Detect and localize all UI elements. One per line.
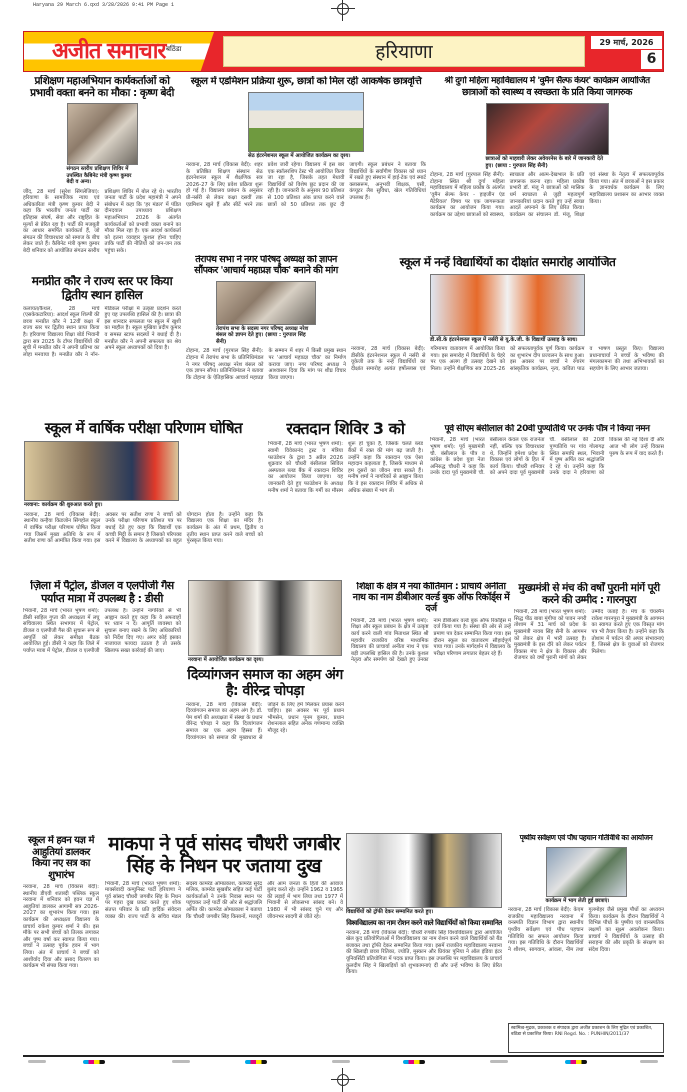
color-registration-mark xyxy=(565,1060,587,1064)
article-body xyxy=(430,437,664,575)
imprint-box: स्वामित्व-मुद्रक, प्रकाशक व संपादक द्वारा अजीत प्रकाशन के लिए मुद्रित एवं प्रकाशित, बठिंडा से प्रकाशित किया। RNI Regd. No. : PUNHIN/2011/37 xyxy=(508,1023,664,1053)
photo-caption: विद्यार्थियों को ट्रॉफी देकर सम्मानित करते हुए। xyxy=(346,909,434,915)
article-body xyxy=(186,91,426,249)
color-registration-mark xyxy=(245,1060,267,1064)
article-figure xyxy=(248,92,364,160)
article-figure xyxy=(188,580,342,664)
article-body xyxy=(346,930,502,1053)
gray-bar xyxy=(490,1060,508,1063)
article-body xyxy=(430,102,664,249)
article-figure xyxy=(216,281,316,346)
article-body xyxy=(268,441,423,575)
headline: स्कूल में एडमिशन प्रक्रिया शुरू, छात्रों को मिल रही आकर्षक छात्रवृत्ति xyxy=(190,76,422,87)
masthead xyxy=(23,31,664,72)
article xyxy=(346,832,502,1053)
article-text: नरवाना, 28 मार्च (विकास बेदी): शहर के प्रतिष्ठित शिक्षण संस्थान सेठ इंटरनेशनल स्कूल में शैक्षणिक सत्र 2026-27 के लिए प्रवेश प्रक्रिया शुरू हो गई है। विद्यालय प्रबंधन के अनुसार प्री-नर्सरी से लेकर कक्षा दसवीं तक एडमिशन खुले हैं और सीटें भरने तक प्रवेश जारी रहेगा। विद्यालय में इस बार एक स्कॉलरशिप टेस्ट भी आयोजित किया जा रहा है, जिसके तहत मेधावी विद्यार्थियों को विशेष छूट प्रदान की जा रही है। जानकारी के अनुसार 90 प्रतिशत से 100 प्रतिशत अंक प्राप्त करने वाले छात्रों को 50 प्रतिशत तक छूट दी जाएगी। स्कूल प्रबंधन ने बताया कि विद्यार्थियों के सर्वांगीण विकास को ध्यान में रखते हुए संस्थान में हाई-टेक एवं स्मार्ट क्लासरूम, अनुभवी शिक्षक, एसी, कंप्यूटर लैब सुविधा, खेल गतिविधियां उपलब्ध हैं। xyxy=(186,162,426,208)
gray-bar xyxy=(332,1060,350,1063)
photo-caption: संगठन स्तरीय प्रशिक्षण शिविर में उपस्थित कैबिनेट मंत्री कृष्ण कुमार बेदी व अन्य। xyxy=(66,166,132,186)
article-photo xyxy=(346,833,502,908)
headline: श्री दुर्गा महिला महाविद्यालय में 'वुमैन सैल्फ केयर' कार्यक्रम आयोजित xyxy=(444,76,650,86)
article-figure xyxy=(486,103,609,169)
newspaper-logo: अजीत समाचार xyxy=(52,39,166,64)
headline: रक्तदान शिविर 3 को xyxy=(286,420,405,438)
article-text: भिवानी, 28 मार्च (भारत भूषण शर्मा): पूर्व मुख्यमंत्री चौ. बंसीलाल के पौत्र व कांग्रेस के प्रदेश युवा नेता अनिरुद्ध चौधरी ने कहा कि उनके दादा पूर्व मुख्यमंत्री चौ. बंसीलाल केवल एक राजनेता नहीं, बल्कि एक विचारधारा थे, जिन्होंने हमेशा प्रदेश के विकास एवं लोगों के हित में कार्य किया। चौधरी शनिवार को अपने दादा पूर्व मुख्यमंत्री चौ. बंसीलाल की 20वीं पुण्यतिथि पर गांव गोलागढ़ स्थित समाधि स्थल, भिवानी में पुष्प अर्पित कर श्रद्धांजलि दे रहे थे। उन्होंने कहा कि उनके दादा ने हरियाणा को विकास की नई दिशा दी और आज भी लोग उन्हें विकास पुरुष के रूप में याद करते हैं। xyxy=(430,437,664,477)
article xyxy=(508,834,664,1020)
article xyxy=(268,420,423,575)
headline: पूर्व सीएम बंसीलाल की 20वीं पुण्यतिथि पर उनके पौत्र ने किया नमन xyxy=(444,424,650,434)
article xyxy=(105,834,343,1053)
color-registration-mark xyxy=(83,1060,105,1064)
article-figure xyxy=(546,847,627,905)
article xyxy=(514,582,664,822)
article xyxy=(23,275,181,413)
headline: पृथ्वीय सर्वेक्षण एवं पौध पहचान गतिविधि का आयोजन xyxy=(519,834,653,842)
article-text: भिवानी, 28 मार्च (भारत भूषण शर्मा): शिक्षा और स्कूल प्रबंधन के क्षेत्र में उत्कृष्ट कार्य करने वाली गांव मिताथल स्थित श्री महावीर राजकीय वरिष्ठ माध्यमिक विद्यालय की प्राचार्या अनीता नाथ ने एक बड़ी उपलब्धि हासिल की है। उनके कुशल नेतृत्व और समर्पण को देखते हुए उनका नाम डीबीआर वर्ल्ड बुक ऑफ रिकॉर्ड्स में दर्ज किया गया है। संस्था की ओर से उन्हें प्रमाण पत्र देकर सम्मानित किया गया। इस दौरान स्कूल का वातावरण सौहार्दपूर्ण पाया गया। उनके मार्गदर्शन में विद्यालय के परीक्षा परिणाम लगातार बेहतर रहे हैं। xyxy=(351,617,511,664)
color-registration-mark xyxy=(403,1060,425,1064)
article-text: टोहाना, 28 मार्च (गुरपाल सिंह सैनी): टोहाना में तेरापंथ सभा के प्रतिनिधिमंडल ने नगर परिषद् अध्यक्ष नरेश बंसल को एक ज्ञापन सौंपा। प्रतिनिधिमंडल ने बताया कि टोहाना के ऐतिहासिक आचार्य महाप्रज्ञ के सम्मान में शहर में किसी प्रमुख स्थान पर 'आचार्य महाप्रज्ञ चौक' का निर्माण कराया जाए। नगर परिषद अध्यक्ष ने आश्वासन दिया कि मांग पर शीघ्र विचार किया जाएगा। xyxy=(186,348,346,381)
article-photo xyxy=(486,103,609,155)
article-body xyxy=(351,273,664,413)
headline: दिव्यांगजन समाज का अहम अंग है: वीरेन्द्र चोपड़ा xyxy=(187,666,343,699)
photo-caption: कार्यक्रम में भाग लेती हुई छात्राएं। xyxy=(545,897,610,904)
headline: माकपा ने पूर्व सांसद चौधरी जगबीर सिंह के निधन पर जताया दुख xyxy=(108,834,340,877)
gray-bar xyxy=(172,1060,190,1063)
article-body xyxy=(105,881,343,1053)
headline: तेरापंथ सभा ने नगर परिषद् अध्यक्ष को ज्ञापन सौंपकर 'आचार्य महाप्रज्ञ चौक' बनाने की मांग xyxy=(194,255,338,276)
edition-city: बठिंडा xyxy=(166,45,182,53)
article-text: भिवानी, 28 मार्च (भारत भूषण शर्मा): स्वामी विवेकानंद ट्रस्ट व मंत्रिया फाउंडेशन के द्वारा 3 अप्रैल 2026 शुक्रवार को चौधरी बंसीलाल सिविल अस्पताल ब्लड बैंक में रक्तदान शिविर का आयोजन किया जाएगा। यह जानकारी देते हुए फाउंडेशन के अध्यक्ष मनीष शर्मा ने बताया कि गर्मी का मौसम शुरू हो चुका है, जिसके चलते ब्लड बैंकों में रक्त की मांग बढ़ जाती है। उन्होंने कहा कि रक्तदान एक ऐसा महादान कहलाता है, जिसके माध्यम से हम दूसरों का जीवन बचा सकते हैं। मनीष शर्मा ने नागरिकों से आह्वान किया कि वे इस रक्तदान शिविर में अधिक से अधिक संख्या में भाग लें। xyxy=(268,441,423,494)
article-text: भिवानी, 28 मार्च (भारत भूषण शर्मा): मार्क्सवादी कम्युनिस्ट पार्टी हरियाणा ने पूर्व सांसद चौधरी जगबीर सिंह के निधन पर गहरा दुख प्रकट करते हुए शोक संतप्त परिवार के प्रति हार्दिक संवेदना व्यक्त की। राज्य पार्टी के सचिव मंडल सदस्य कामरेड ओमप्रकाश, कामरेड सुरेंद्र मलिक, कामरेड सुखबीर सहित कई पार्टी कार्यकर्ताओं ने उनके निवास स्थान पर पहुंचकर उन्हें पार्टी की ओर से श्रद्धांजलि अर्पित की। कामरेड ओमप्रकाश ने बताया कि चौधरी जगबीर सिंह किसानों, मजदूरों और आम जनता के हितों की आवाज बुलंद करते रहे। उन्होंने 1962 व 1965 की लड़ाई में भाग लिया तथा 1977 में भिवानी से लोकसभा सांसद बने। वे 1980 में भी सांसद चुने गए और जीवनभर सादगी से जीते रहे। xyxy=(105,880,343,920)
article xyxy=(24,420,263,575)
article-body xyxy=(508,846,664,1020)
photo-caption: डी.सी.के इंटरनेशनल स्कूल में नर्सरी से यू.के.जी. के विद्यार्थी उत्साह के साथ। xyxy=(430,336,578,343)
article-photo xyxy=(248,92,364,152)
bottom-rule xyxy=(23,1055,664,1057)
article-figure xyxy=(67,103,138,186)
article-text: जींद, 28 मार्च (सुरेश सिंगलेजिया): हरियाणा के सामाजिक न्याय एवं अधिकारिता मंत्री कृष्ण कुमार बेदी ने कहा कि भारतीय जनता पार्टी का इतिहास संघर्ष, सेवा और राष्ट्रहित के मूल्यों से प्रेरित रहा है। पार्टी की मजबूती का आधार समर्पित कार्यकर्ता हैं, जो संगठन की विचारधारा को समाज के बीच लेकर जाते हैं। कैबिनेट मंत्री कृष्ण कुमार बेदी शनिवार को आयोजित संगठन स्तरीय प्रशिक्षण शिविर में बोल रहे थे। भारतीय जनता पार्टी के प्रदेश महामंत्री ने अपने संबोधन में कहा कि 'हर मंडल' में पंडित दीनदयाल उपाध्याय प्रशिक्षण महाअभियान 2026 के अंतर्गत कार्यकर्ताओं को प्रभावी वक्ता बनाने का मौका मिल रहा है। एक आदर्श कार्यकर्ता को इतना व्यवहार कुशल होना चाहिए ताकि पार्टी की नीतियों को जन-जन तक पहुंचा सके। xyxy=(23,188,181,254)
article-figure xyxy=(346,833,502,916)
article xyxy=(186,76,426,248)
print-slug: Haryana 29 March 6.qxd 3/28/2026 9:41 PM Page 1 xyxy=(33,2,175,8)
article-body xyxy=(514,609,664,822)
issue-date: 29 मार्च, 2026 xyxy=(591,36,662,49)
article-photo xyxy=(216,281,316,325)
headline: स्कूल में वार्षिक परीक्षा परिणाम घोषित xyxy=(44,420,243,437)
photo-caption: सेठ इंटरनेशनल स्कूल में आयोजित कार्यक्रम का दृश्य। xyxy=(248,152,351,159)
article-figure xyxy=(430,274,585,344)
article-text: भिवानी, 28 मार्च (भारत भूषण शर्मा): सिद्ध पीठ बाबा मुंगीपा को पावन नगरी तोशाम में 31 मार्च को प्रदेश के मुख्यमंत्री नायब सिंह सैनी के आगमन को लेकर क्षेत्र में भारी उत्साह है। मुख्यमंत्री के इस दौरे को लेकर पर्यटन विकास मंच ने क्षेत्र के विकास और रोजगार को वर्षों पुरानी मांगों को लेकर उम्मीद जताई है। मंच के चेयरमैन राकेश गारनपुरा ने मुख्यमंत्री के आगमन का स्वागत करते हुए एक विस्तृत मांग पत्र भी तैयार किया है। उन्होंने कहा कि तोशाम में पर्यटन की अपार संभावनाएं हैं, जिससे क्षेत्र के युवाओं को रोजगार मिलेगा। xyxy=(514,609,664,662)
headline: ज़िला में पैट्रोल, डीजल व एलपीजी गैस पर्याप्त मात्रा में उपलब्ध है : डीसी xyxy=(30,580,174,605)
article-body xyxy=(186,702,344,822)
gray-bar xyxy=(28,1060,46,1063)
article-photo xyxy=(546,847,627,897)
headline: स्कूल में नन्हें विद्यार्थियों का दीक्षांत समारोह आयोजित xyxy=(399,256,616,269)
headline: मनप्रीत कौर ने राज्य स्तर पर किया द्वितीय स्थान हासिल xyxy=(31,275,173,302)
page-number: 6 xyxy=(641,50,662,69)
article xyxy=(23,580,181,822)
article-photo xyxy=(24,441,179,501)
registration-crosshair-icon xyxy=(331,1068,355,1092)
article xyxy=(430,76,664,249)
photo-caption: नरवाना में आयोजित कार्यक्रम का दृश्य। xyxy=(188,657,264,663)
section-title: हरियाणा xyxy=(223,36,585,67)
article-body xyxy=(23,884,99,1053)
article-body xyxy=(186,280,346,413)
article-body xyxy=(351,618,511,822)
article-text: नरवाना, 28 मार्च (विकास बेदी): चौधरी रणबीर सिंह विश्वविद्यालय द्वारा आयोजित खेल कूद प्रतियोगिताओं में विश्वविद्यालय का नाम रोशन करने वाले विद्यार्थियों को बैंड बजाकर तथा ट्रॉफी देकर सम्मानित किया गया। इसमें राजकीय महाविद्यालय नरवाना की खिलाड़ी छात्रा रितिका, ज्योति, मुस्कान और प्रियंका पूनिया ने ऑल इंडिया इंटर यूनिवर्सिटी प्रतियोगिता में पदक प्राप्त किया। इस उपलब्धि पर महाविद्यालय के प्राचार्य कुलदीप सिंह ने खिलाड़ियों को शुभकामनाएं दीं और उन्हें भविष्य के लिए प्रेरित किया। xyxy=(346,929,502,976)
article-photo xyxy=(188,580,342,656)
article-body xyxy=(23,102,181,273)
article-photo xyxy=(430,274,585,336)
article-text: कलायत/कैथल, 28 मार्च (एसकेकटारिया): आदर्श स्कूल शिल्पी की छात्रा मनप्रीत कौर ने 12वीं कक्षा में राज्य स्तर पर द्वितीय स्थान प्राप्त किया है। हरियाणा विद्यालय शिक्षा बोर्ड भिवानी द्वारा सत्र 2025 के टॉपर विद्यार्थियों की सूची में मनप्रीत कौर ने अपनी प्रतिभा का लोहा मनवाया है। मनप्रीत कौर ने नॉन-मेडिकल परीक्षा में उत्कृष्ट प्रदर्शन करते हुए यह उपलब्धि हासिल की है। छात्रा की इस शानदार सफलता पर स्कूल में खुशी का माहौल है। स्कूल मुखिया प्रदीप कुमार व समस्त स्टाफ सदस्यों ने बधाई दी है। मनप्रीत कौर ने अपनी सफलता का श्रेय अपने स्कूल अध्यापकों को दिया है। xyxy=(23,305,181,358)
subheadline: छात्राओं को स्वास्थ्य व स्वच्छता के प्रति किया जागरुक xyxy=(462,87,632,99)
article xyxy=(23,75,181,273)
article-figure xyxy=(24,441,179,509)
headline: मुख्यमंत्री से मंच की वर्षों पुरानी मांगें पूरी करने की उम्मीद : गारनपुरा xyxy=(518,582,660,607)
article xyxy=(351,582,511,822)
headline: शिक्षा के क्षेत्र में नया कीर्तिमान : प्राचार्य अनीता नाथ का नाम डीबीआर वर्ल्ड बुक ऑफ रिकॉर्ड्स में दर्ज xyxy=(352,582,510,614)
gray-bar xyxy=(640,1060,658,1063)
article-body xyxy=(24,440,263,575)
headline: स्कूल में हवन यज्ञ में आहुतियां डालकर किया नए सत्र का शुभारंभ xyxy=(28,835,94,881)
article xyxy=(430,424,664,575)
headline: प्रशिक्षण महाअभियान कार्यकर्ताओं को प्रभावी वक्ता बनने का मौका : कृष्ण बेदी xyxy=(30,75,174,100)
article-text: टोहाना, 28 मार्च (गुरपाल सिंह सैनी): टोहाना स्थित श्री दुर्गा महिला महाविद्यालय में महिला प्रकोष्ठ के अंतर्गत 'वुमैन सेल्फ केयर - हाइजीन एंड मैटेरियल' विषय पर एक जागरूकता कार्यक्रम का आयोजन किया गया। कार्यक्रम का उद्देश्य छात्राओं को स्वास्थ्य, स्वच्छता और आत्म-देखभाल के प्रति जागरूक करना रहा। महिला प्रकोष्ठ प्रभारी डॉ. मंजू ने छात्राओं को मासिक धर्म स्वच्छता से जुड़ी महत्वपूर्ण जानकारियां प्रदान करते हुए उन्हें स्वच्छ आदतें अपनाने के लिए प्रेरित किया। कार्यक्रम का संचालन डॉ. मंजू, शिक्षा एवं संस्था के नेतृत्व में सफलतापूर्वक किया गया। अंत में छात्राओं ने इस प्रकार के ज्ञानवर्धक कार्यक्रम के लिए महाविद्यालय प्रशासन का आभार व्यक्त किया। xyxy=(430,172,664,218)
article-text: भिवानी, 28 मार्च (भारत भूषण शर्मा): डीसी साहिल गुप्ता की अध्यक्षता में लघु सचिवालय स्थित सभागार में पेट्रोल, डीजल व एलपीजी गैस की सुचारू रूप से आपूर्ति को लेकर समीक्षा बैठक आयोजित हुई। डीसी ने कहा कि जिले में पर्याप्त मात्रा में पेट्रोल, डीजल व एलपीजी उपलब्ध है। उन्होंने नागरिकों से भी आह्वान करते हुए कहा कि वे अफवाहों पर ध्यान न दें। आपूर्ति व्यवस्था को सुचारू बनाए रखने के लिए अधिकारियों को निर्देश दिए गए। अगर कोई इसका नाजायज फायदा उठाता है तो उसके खिलाफ सख्त कार्रवाई की जाए। xyxy=(23,608,181,654)
photo-caption: तेरापंथ सभा के सदस्य नगर परिषद् अध्यक्ष नरेश बंसल को ज्ञापन देते हुए। (छाया : गुरपाल सिंह सैनी) xyxy=(216,325,309,345)
photo-caption: नरवाना: कार्यक्रम की शुरुआत करते हुए। xyxy=(24,502,103,509)
article-text: नरवाना, 28 मार्च (विकास बेदी): स्थानीय कन्हैया किडजोन सिंगहोल स्कूल में वार्षिक परीक्षा परिणाम घोषित किया गया जिसमें मुख्य अतिथि के रूप में सतीश राणा को आमंत्रित किया गया। इस अवसर पर सतीश राणा ने बच्चों को उनके परीक्षा परिणाम प्रतिशत पत्र पर बधाई देते हुए कहा कि विद्यार्थी एक कच्ची मिट्टी के समान है जिसको परिपक्व करने में विद्यालय के अध्यापकों का बहुत योगदान होता है। उन्होंने कहा कि विद्यालय एक शिक्षा का मंदिर है। कार्यक्रम के अंत में प्रथम, द्वितीय व तृतीय स्थान प्राप्त करने वाले बच्चों को पुरस्कृत किया गया। xyxy=(24,511,263,545)
registration-crosshair-icon xyxy=(331,0,355,21)
article xyxy=(186,255,346,413)
article-text: नरवाना, 28 मार्च (विकास बेदी): दिव्यांगजन समाज का अहम अंग है। डॉ. पेम शर्मा की अध्यक्षता में संस्था के प्रधान वीरेन्द्र चोपड़ा ने कहा कि दिव्यांगजन समाज का एक अहम हिस्सा हैं। दिव्यांगजन को समाज की मुख्यधारा से जोड़ने के लिए हमें मिलकर प्रयास करने चाहिए। इस अवसर पर पूर्व प्रधान भीमसेन, प्रधान पूनम कुमार, प्रधान रोशनलाल सहित अनेक गणमान्य व्यक्ति मौजूद रहे। xyxy=(186,701,344,741)
article-text: नरवाना, 28 मार्च (विकास बेदी): केएम राजकीय महाविद्यालय नरवाना में वनस्पति विज्ञान विभाग द्वारा स्थानीय पृथ्वीय सर्वेक्षण एवं पौध पहचान गतिविधि का सफल आयोजन किया गया। इस गतिविधि के दौरान विद्यार्थियों ने शीशम, सागवान, आंवला, नीम तथा गुलमोहर जैसे प्रमुख पौधों का अध्ययन किया। कार्यक्रम के दौरान विद्यार्थियों ने विभिन्न पौधों के पुष्पीय एवं वानस्पतिक लक्षणों का सूक्ष्म अवलोकन किया। प्राचार्य ने विद्यार्थियों के उत्साह की सराहना की और प्रकृति के संरक्षण का संदेश दिया। xyxy=(508,907,664,953)
photo-caption: छात्राओं को माहवारी लेकर अवेयरनेस के बारे में जानकारी देते हुए। (छाया : गुरपाल सिंह सैनी) xyxy=(485,156,603,169)
article xyxy=(351,256,664,413)
headline: विश्वविद्यालय का नाम रोशन करने वाले विद्यार्थियों को किया सम्मानित xyxy=(346,918,502,927)
article-text: नरवाना, 28 मार्च (विकास बेदी): स्थानीय डीएवी शताब्दी पब्लिक स्कूल नरवाना में शनिवार को हवन यज्ञ में आहुतियां डालकर आगामी सत्र 2026-2027 का शुभारंभ किया गया। इस कार्यक्रम की अध्यक्षता विद्यालय के प्राचार्य राकेश कुमार शर्मा ने की। इस मौके पर सभी बच्चों को तिलक लगाकर और पुष्प वर्षा कर स्वागत किया गया। बच्चों ने उत्साह पूर्वक हवन में भाग लिया। अंत में प्राचार्य ने बच्चों को आशीर्वाद दिया और प्रसाद वितरण का कार्यक्रम भी संपन्न किया गया। xyxy=(23,884,99,970)
article xyxy=(23,835,99,1053)
article xyxy=(186,579,344,822)
article-body xyxy=(23,608,181,822)
article-text: नरवाना, 28 मार्च (विकास बेदी): डीसीके इंटरनेशनल स्कूल में नर्सरी से यूकेजी तक के नन्हे विद्यार्थियों का दीक्षांत समारोह अत्यंत हर्षोल्लास एवं गरिमामय वातावरण में आयोजित किया गया। इस समारोह में विद्यार्थियों के चेहरे पर एक अलग ही उत्साह देखने को मिला। उन्होंने शैक्षणिक सत्र 2025-26 को सफलतापूर्वक पूर्ण किया। कार्यक्रम का शुभारंभ दीप प्रज्वलन के साथ हुआ। इस अवसर पर बच्चों ने रंगारंग सांस्कृतिक कार्यक्रम, नृत्य, कविता पाठ व भाषण प्रस्तुत किए। विद्यालय प्रधानाचार्या ने बच्चों के भविष्य की मंगलकामना की तथा अभिभावकों का सहयोग के लिए आभार जताया। xyxy=(351,346,664,373)
article-body xyxy=(23,306,181,413)
article-photo xyxy=(67,103,138,165)
